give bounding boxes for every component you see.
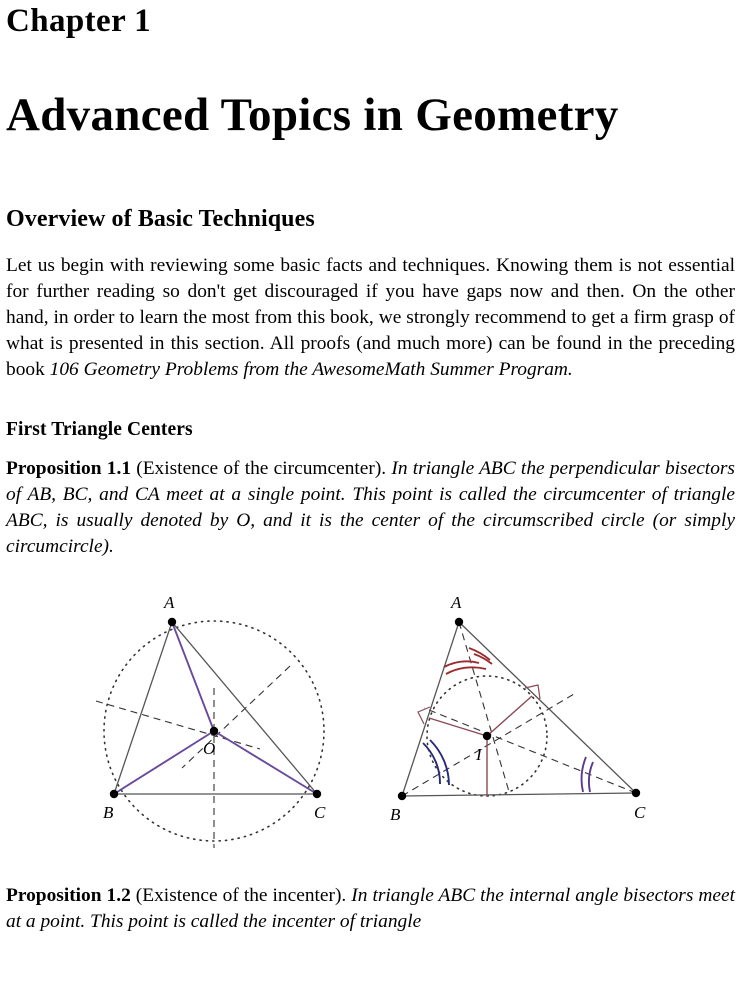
- proposition-1-2: [4, 868, 737, 935]
- triangle-side-ca: [172, 622, 317, 794]
- subsection-heading-first-triangle-centers: First Triangle Centers: [6, 418, 193, 440]
- section-heading-overview: Overview of Basic Techniques: [6, 205, 315, 232]
- center-label-o: O: [203, 738, 216, 758]
- incenter-svg: [362, 568, 682, 868]
- vertex-label-a: A: [164, 592, 175, 612]
- circumradius-oc: [214, 731, 317, 794]
- triangle-side-bc: [402, 793, 636, 796]
- inradius-to-ca: [487, 696, 532, 736]
- proposition-1-2-statement: In triangle ABC the internal angle bisectors meet at a point. This point is called the incenter of triangle: [6, 884, 735, 932]
- incenter-figure: [362, 568, 682, 868]
- vertex-point-a: [455, 618, 463, 626]
- perpendicular-bisector-ab: [96, 701, 260, 749]
- circumcenter-svg: [64, 568, 364, 868]
- referenced-book-title: 106 Geometry Problems from the AwesomeMath Summer Program.: [49, 358, 573, 380]
- proposition-1-1-statement: In triangle ABC the perpendicular bisectors of AB, BC, and CA meet at a single point. This point is called the circumcenter of triangle ABC, is usually denoted by O, and it is the center of the circumscribed circle (or simply circumcircle).: [6, 457, 735, 557]
- vertex-label-b: B: [390, 804, 401, 824]
- angle-bisector-from-a: [459, 622, 510, 795]
- circumcenter-figure: [64, 568, 364, 868]
- triangle-side-ab: [114, 622, 172, 794]
- right-angle-mark-ca: [525, 685, 540, 699]
- vertex-point-b: [110, 790, 118, 798]
- angle-arc-a-1: [444, 661, 479, 667]
- angle-arc-a-2: [446, 667, 486, 674]
- incenter-point-i: [483, 732, 491, 740]
- proposition-1-2-parenthetical: (Existence of the incenter).: [130, 884, 352, 906]
- vertex-point-a: [168, 618, 176, 626]
- center-label-i: I: [476, 744, 482, 764]
- angle-bisector-from-c: [424, 708, 636, 793]
- perpendicular-bisector-ca: [182, 666, 290, 768]
- proposition-1-1: [4, 441, 737, 560]
- vertex-point-c: [313, 790, 321, 798]
- proposition-1-1-parenthetical: (Existence of the circumcenter).: [131, 457, 392, 479]
- vertex-label-c: C: [314, 802, 326, 822]
- triangle-side-ab: [402, 622, 459, 796]
- vertex-label-a: A: [451, 592, 462, 612]
- proposition-1-2-label: Proposition 1.2: [6, 884, 131, 906]
- angle-arc-c-2: [582, 757, 586, 792]
- proposition-1-1-label: Proposition 1.1: [6, 457, 132, 479]
- inradius-to-ab: [429, 718, 487, 736]
- circumradius-oa: [172, 622, 214, 731]
- vertex-label-b: B: [103, 802, 114, 822]
- intro-paragraph: [4, 233, 737, 383]
- intro-text: Let us begin with reviewing some basic facts and techniques. Knowing them is not essential for further reading so don't get discouraged if you have gaps now and then. On the other hand, in order to learn the most from this book, we strongly recommend to get a firm grasp of what is presented in this section. All proofs (and much more) can be found in the preceding book: [6, 254, 735, 380]
- chapter-number: Chapter 1: [6, 3, 152, 39]
- vertex-label-c: C: [634, 802, 646, 822]
- angle-arc-c-1: [589, 762, 593, 792]
- circumradius-ob: [114, 731, 214, 794]
- circumcenter-point-o: [210, 727, 218, 735]
- chapter-title: Advanced Topics in Geometry: [6, 88, 619, 141]
- vertex-point-b: [398, 792, 406, 800]
- triangle-side-ca: [459, 622, 636, 793]
- vertex-point-c: [632, 789, 640, 797]
- figures-row: [4, 568, 741, 868]
